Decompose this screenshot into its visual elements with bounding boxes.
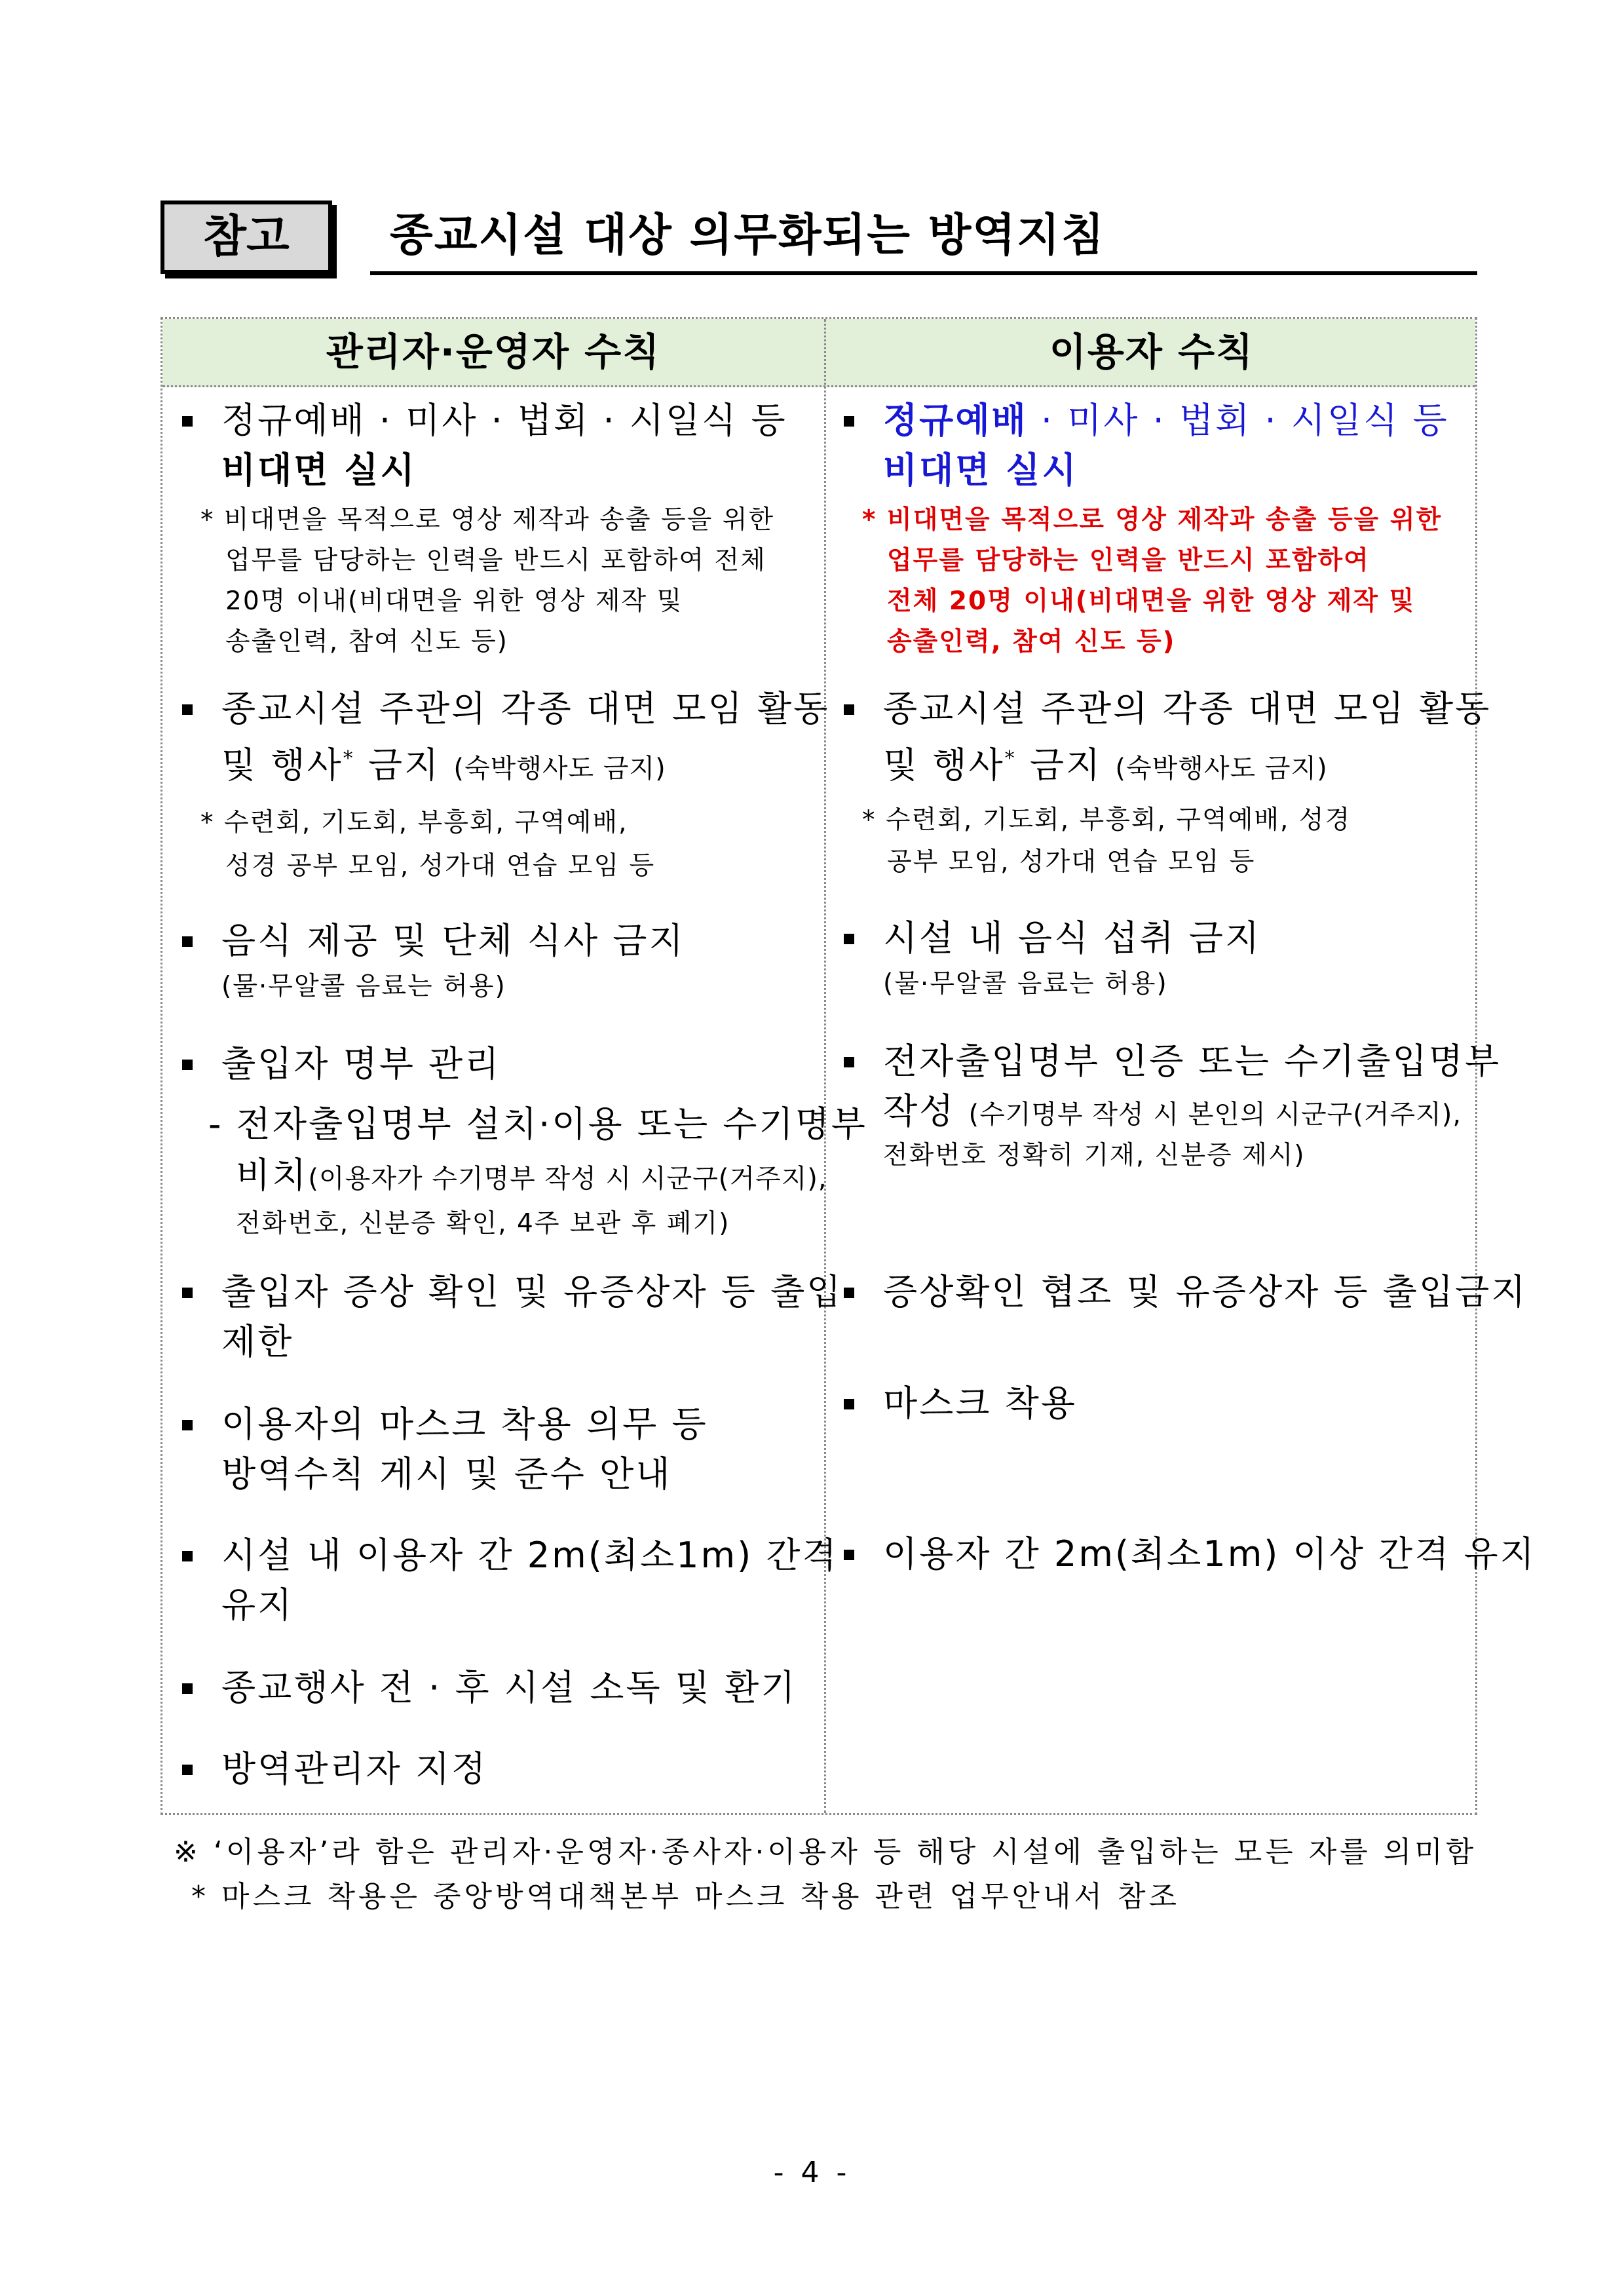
list-item-text (236, 1151, 827, 1203)
highlight-note: 전체 20명 이내(비대면을 위한 영상 제작 및 (887, 586, 1416, 616)
list-item-text-part: 금지 (354, 744, 454, 786)
header-manager-rules: 관리자·운영자 수칙 (326, 330, 661, 374)
footnote: * 마스크 착용은 중앙방역대책본부 마스크 착용 관련 업무안내서 참조 (191, 1880, 1180, 1913)
list-item-text (883, 396, 1449, 445)
list-item-text: 증상확인 협조 및 유증상자 등 출입금지 (883, 1271, 1528, 1312)
list-item-text-part: 및 행사 (221, 744, 343, 786)
list-item-text: 음식 제공 및 단체 식사 금지 (221, 920, 685, 961)
list-item-text: 비대면 실시 (221, 450, 417, 491)
list-item-text: 정규예배 · 미사 · 법회 · 시일식 등 (221, 400, 787, 441)
list-item-text: 시설 내 이용자 간 2m(최소1m) 간격 (221, 1535, 839, 1576)
list-item-text (883, 735, 1328, 793)
list-item-text: 제한 (221, 1321, 294, 1362)
list-item-text-part: 및 행사 (883, 744, 1005, 786)
note-text: 성경 공부 모임, 성가대 연습 모임 등 (225, 851, 656, 881)
note-text: 20명 이내(비대면을 위한 영상 제작 및 (225, 586, 683, 616)
list-item-text: 유지 (221, 1584, 294, 1626)
guidelines-table (161, 317, 1536, 1815)
footnote-marker: * (343, 747, 355, 770)
highlight-note: 송출인력, 참여 신도 등) (887, 627, 1176, 657)
list-item-paren-text: (숙박행사도 금지) (1115, 754, 1328, 784)
list-item-text: 이용자 간 2m(최소1m) 이상 간격 유지 (883, 1533, 1536, 1575)
list-item-text: 마스크 착용 (883, 1383, 1077, 1424)
note-text: (물·무알콜 음료는 허용) (883, 969, 1168, 999)
bullet-icon (182, 1288, 193, 1298)
highlight-text: · 미사 · 법회 · 시일식 등 (1027, 400, 1449, 441)
column-divider (824, 319, 826, 1813)
note-text: 공부 모임, 성가대 연습 모임 등 (887, 847, 1256, 877)
reference-label-box (161, 201, 332, 274)
list-item-text-part: 비치 (236, 1155, 309, 1196)
note-text: * 비대면을 목적으로 영상 제작과 송출 등을 위한 (200, 505, 775, 535)
list-item-text: 방역관리자 지정 (221, 1748, 488, 1789)
highlight-text: 비대면 실시 (883, 450, 1078, 491)
bullet-icon (182, 1420, 193, 1430)
page-title: 종교시설 대상 의무화되는 방역지침 (390, 210, 1106, 261)
list-item-text: 종교행사 전 · 후 시설 소독 및 환기 (221, 1667, 797, 1708)
bullet-icon (182, 704, 193, 715)
bullet-icon (182, 936, 193, 947)
highlight-note: 업무를 담당하는 인력을 반드시 포함하여 (887, 546, 1370, 575)
list-item-text (221, 735, 666, 793)
list-item-text: 시설 내 음식 섭취 금지 (883, 917, 1262, 959)
note-text: (물·무알콜 음료는 허용) (221, 972, 506, 1001)
list-item-text: - 전자출입명부 설치·이용 또는 수기명부 (208, 1103, 867, 1145)
section-title (161, 197, 1477, 282)
table-header-row (162, 319, 1475, 387)
list-item-paren-text: (이용자가 수기명부 작성 시 시군구(거주지), (308, 1164, 827, 1194)
list-item-text: 전자출입명부 인증 또는 수기출입명부 (883, 1041, 1501, 1082)
list-item-text: 종교시설 주관의 각종 대면 모임 활동 (221, 688, 830, 729)
bullet-icon (844, 416, 854, 427)
bullet-icon (844, 1550, 854, 1560)
list-item-text: 출입자 증상 확인 및 유증상자 등 출입 (221, 1271, 843, 1312)
list-item-text: 출입자 명부 관리 (221, 1043, 501, 1084)
bullet-icon (182, 1060, 193, 1070)
list-item-paren-text: (숙박행사도 금지) (453, 754, 666, 784)
note-text: 송출인력, 참여 신도 등) (225, 627, 508, 657)
list-item-text-part: 금지 (1016, 744, 1116, 786)
highlight-note: * 비대면을 목적으로 영상 제작과 송출 등을 위한 (862, 505, 1443, 535)
bullet-icon (844, 704, 854, 715)
list-item-text: 이용자의 마스크 착용 의무 등 (221, 1404, 708, 1445)
title-underline (370, 271, 1477, 275)
bullet-icon (182, 1551, 193, 1561)
note-text: * 수련회, 기도회, 부흥회, 구역예배, (200, 808, 628, 837)
list-item-text-part: 작성 (883, 1090, 969, 1132)
footnote: ※ ‘이용자’라 함은 관리자·운영자·종사자·이용자 등 해당 시설에 출입하는 모든 자를 의미함 (174, 1835, 1477, 1869)
header-user-rules: 이용자 수칙 (1049, 330, 1255, 374)
note-text: 업무를 담당하는 인력을 반드시 포함하여 전체 (225, 546, 766, 575)
highlight-text: 정규예배 (883, 400, 1028, 441)
note-text: 전화번호, 신분증 확인, 4주 보관 후 폐기) (236, 1209, 730, 1238)
list-item-text: 방역수칙 게시 및 준수 안내 (221, 1453, 672, 1495)
bullet-icon (844, 1288, 854, 1298)
bullet-icon (182, 1765, 193, 1775)
bullet-icon (844, 934, 854, 944)
bullet-icon (844, 1057, 854, 1067)
list-item-text (883, 1087, 1462, 1139)
footnote-marker: * (1004, 747, 1017, 770)
note-text: * 수련회, 기도회, 부흥회, 구역예배, 성경 (862, 805, 1351, 835)
bullet-icon (182, 416, 193, 427)
list-item-paren-text: (수기명부 작성 시 본인의 시군구(거주지), (968, 1100, 1462, 1130)
list-item-text: 종교시설 주관의 각종 대면 모임 활동 (883, 688, 1492, 729)
bullet-icon (844, 1399, 854, 1409)
page-number: - 4 - (773, 2156, 851, 2189)
reference-label: 참고 (203, 211, 290, 263)
bullet-icon (182, 1683, 193, 1694)
note-text: 전화번호 정확히 기재, 신분증 제시) (883, 1141, 1306, 1170)
